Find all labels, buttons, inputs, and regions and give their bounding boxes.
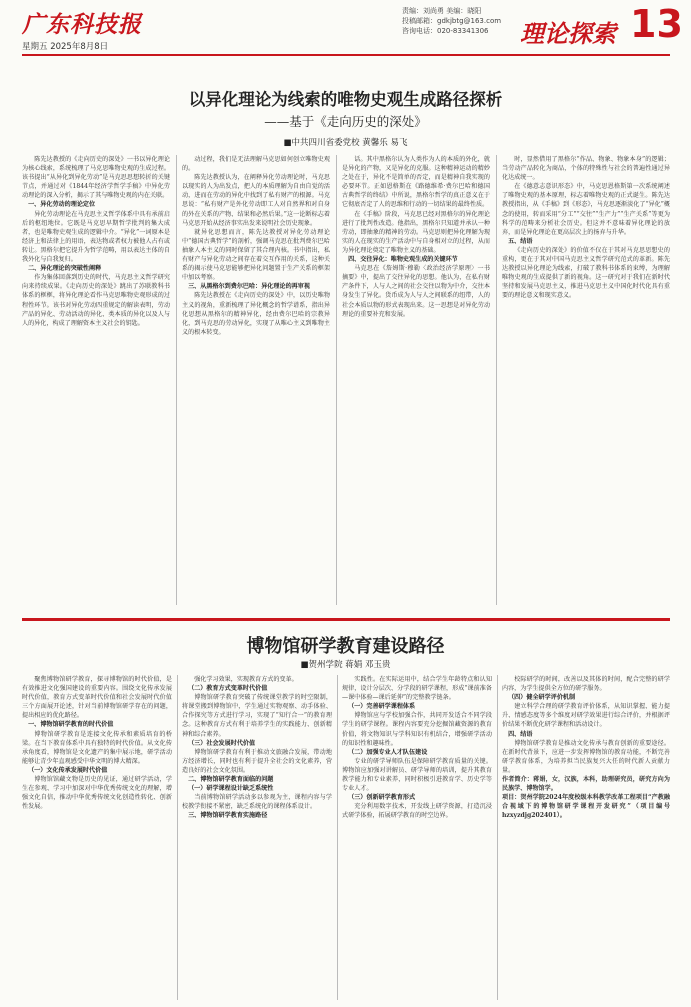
article2-col-1 xyxy=(22,675,172,1000)
article1-col-3 xyxy=(342,155,490,605)
paragraph: 博物馆研学教育突破了传统课堂教学的时空限制，将课堂搬到博物馆中，学生通过实物观察、动手体验、合作探究等方式进行学习，实现了“知行合一”的教育理念。这种教育方式有利于培养学生的实践能力、创新精神和综合素养。 xyxy=(182,694,332,738)
paragraph: 陈先达教授的《走向历史的深处》一书以异化理论为核心线索，系统梳理了马克思唯物史观的生成过程。该书提出“从异化到异化劳动”是马克思思想转折的关键节点，并通过对《1844年经济学哲学手稿》中异化劳动理论的深入分析，揭示了其与唯物史观的内在关联。 xyxy=(22,156,170,200)
paragraph: 时，显然借用了黑格尔“作品、物象、物象本身”的逻辑；当劳动产品转化为商品，个体的特殊性与社会的普遍性通过异化达成统一。 xyxy=(502,156,670,182)
paragraph: 陈先达教授认为，在阐释异化劳动理论时，马克思以现实的人为出发点，把人的本质理解为自由自觉的活动，进而在劳动的异化中找到了私有财产的根源。马克思说：“私有财产是外化劳动即工人对自然界和对自身的外在关系的产物、结果和必然后果。”这一论断标志着马克思开始从经济事实出发来说明社会历史现象。 xyxy=(182,174,330,227)
article2-title: 博物馆研学教育建设路径 xyxy=(246,636,445,657)
section-heading: 一、异化劳动的理论定位 xyxy=(28,201,96,209)
newspaper-logo: 广东科技报 xyxy=(22,11,142,38)
paragraph: 就异化思想而言，陈先达教授对异化劳动理论中“德国古典哲学”的剖析，强调马克思在批判费尔巴哈抽象人本主义的同时保留了其合理内核。书中指出，私有财产与异化劳动之间存在着交互作用的关系，这种关系的揭示使马克思能够把异化问题置于生产关系的框架中加以考察。 xyxy=(182,228,330,282)
article1-col-1 xyxy=(22,155,170,605)
paragraph: 专业的研学导师队伍是保障研学教育质量的关键。博物馆应加强对讲解员、研学导师的培训，提升其教育教学能力和专业素养，同时积极引进教育学、历史学等专业人才。 xyxy=(342,757,492,793)
paragraph: 博物馆馆藏文物是历史的见证，通过研学活动，学生在参观、学习中加深对中华优秀传统文化的理解，增强文化自信，推动中华优秀传统文化创造性转化、创新性发展。 xyxy=(22,776,172,811)
paragraph: 聚焦博物馆研学教育，探寻博物馆的时代价值，是有效推进文化强国建设的重要内容。围绕文化传承发展时代价值，教育方式变革时代价值和社会发展时代价值三个方面展开论述，针对当前博物馆研学存在的问题，提出相应的优化路径。 xyxy=(22,676,172,720)
dateline: 星期五 2025年8月8日 xyxy=(22,42,109,52)
editor-info xyxy=(402,6,501,36)
section-heading: （二）加强专业人才队伍建设 xyxy=(348,748,428,756)
author-note: 作者简介：蒋娟，女，汉族，本科，助理研究员，研究方向为民族学、博物馆学。 xyxy=(502,776,670,793)
paragraph: 校际研学的时间，改善以及其体的时间，配合完整的研学内容，为学生提供全方位的研学服务。 xyxy=(502,676,670,693)
editors-line: 责编：刘尚勇 美编：晓阳 xyxy=(402,7,482,15)
article-separator xyxy=(22,618,670,621)
paragraph: 博物馆研学教育是连接文化传承和素质培育的桥梁。在当下教育体系中具有独特的时代价值。从文化传承角度看，博物馆是文化遗产的集中展示地，研学活动能够让青少年直观感受中华文明的博大精深。 xyxy=(22,730,172,765)
paragraph: 《走向历史的深处》的价值不仅在于其对马克思思想史的重构，更在于其对中国马克思主义哲学研究范式的革新。陈先达教授以异化理论为线索，打破了教科书体系的束缚，为理解唯物史观的生成提供了新的视角。这一研究对于我们在新时代坚持和发展马克思主义，推进马克思主义中国化时代化具有重要的理论意义和现实意义。 xyxy=(502,246,670,300)
section-heading: （一）研学课程设计缺乏系统性 xyxy=(188,785,274,793)
column-divider xyxy=(337,675,338,1000)
column-divider xyxy=(496,155,497,605)
article1-title: 以异化理论为线索的唯物史观生成路径探析 xyxy=(188,90,503,109)
paragraph: 充分利用数字技术，开发线上研学资源，打造沉浸式研学体验，拓展研学教育的时空边界。 xyxy=(342,803,492,820)
article2-col-2 xyxy=(182,675,332,1000)
paragraph: 博物馆应与学校加强合作，共同开发适合不同学段学生的研学课程。课程内容要充分挖掘馆藏资源的教育价值，将文物知识与学科知识有机结合，增强研学活动的知识性和趣味性。 xyxy=(342,712,492,747)
paragraph: 马克思在《詹姆斯·穆勒〈政治经济学原理〉一书摘要》中，提出了交往异化的思想。他认为，在私有财产条件下，人与人之间的社会交往以物为中介，交往本身发生了异化。货币成为人与人之间联系的纽带，人的社会本质以物的形式表现出来。这一思想是对异化劳动理论的重要补充和发展。 xyxy=(342,265,490,318)
section-heading: （三）创新研学教育形式 xyxy=(348,794,416,802)
paragraph: 强化学习效果，实现教育方式的变革。 xyxy=(194,676,298,683)
paragraph: 作为集体回落到历史的时代，马克思主义哲学研究向来持续成果。《走向历史的深处》跳出了苏联教科书体系的框框，将异化理论看作马克思唯物史观形成的过程性环节。该书对异化劳动四重规定的解读表明，劳动产品的异化、劳动活动的异化、类本质的异化以及人与人的异化，构成了理解资本主义社会的钥匙。 xyxy=(22,274,170,327)
section-heading: （二）教育方式变革时代价值 xyxy=(188,685,268,693)
article2-col-3 xyxy=(342,675,492,1000)
paragraph: 当前博物馆研学活动多以参观为主，课程内容与学校教学衔接不紧密，缺乏系统化的课程体系设计。 xyxy=(182,794,332,811)
article2-col-4 xyxy=(502,675,670,1000)
column-divider xyxy=(497,675,498,1000)
section-heading: 二、异化理论的突破性阐释 xyxy=(28,265,102,273)
column-divider xyxy=(176,155,177,605)
phone-line: 咨询电话：020-83341306 xyxy=(402,27,489,35)
project-note: 项目：贺州学院2024年度校级本科教学改革工程项目“产教融合视域下的博物馆研学课程开发研究”（项目编号hzxyzdjg202401）。 xyxy=(502,794,670,820)
article1-col-4 xyxy=(502,155,670,605)
section-heading: 一、博物馆研学教育的时代价值 xyxy=(28,721,114,729)
paragraph: 实践性。在实际运用中，结合学生年龄特点和认知规律，设计分层次、分学段的研学课程，形成“课前准备—课中体验—课后延伸”的完整教学链条。 xyxy=(342,676,492,702)
paragraph: 动过程，我们是无法理解马克思如何创立唯物史观的。 xyxy=(182,156,330,173)
paragraph: 陈先达教授在《走向历史的深处》中，以历史唯物主义的视角，重新梳理了异化概念的哲学谱系，指出异化思想从黑格尔的精神异化，经由费尔巴哈的宗教异化，到马克思的劳动异化，实现了从唯心主义到唯物主义的根本转变。 xyxy=(182,292,330,336)
section-title: 理论探索 xyxy=(520,19,616,48)
paragraph: 话。其中黑格尔认为人类作为人的本质的外化，就是异化的产物，又是异化的克服。这种精神运动的精妙之处在于，异化不是简单的否定，而是精神自我实现的必要环节。正如恩格斯在《路德维希·费尔巴哈和德国古典哲学的终结》中所说，黑格尔哲学的真正意义在于它彻底否定了人的思维和行动的一切结果的最终性质。 xyxy=(342,156,490,209)
masthead-rule xyxy=(22,54,670,56)
section-heading: 五、结语 xyxy=(508,237,533,245)
section-heading: 三、博物馆研学教育实施路径 xyxy=(188,812,268,820)
email-line: 投稿邮箱：gdkjbtg@163.com xyxy=(402,17,502,25)
article1-col-2 xyxy=(182,155,330,605)
section-heading: 四、交往异化：唯物史观生成的关键环节 xyxy=(348,256,458,264)
article1-subtitle: ——基于《走向历史的深处》 xyxy=(264,114,427,129)
article1-byline: ■中共四川省委党校 黄馨乐 易飞 xyxy=(283,138,408,148)
section-heading: （三）社会发展时代价值 xyxy=(188,739,256,747)
paragraph: 在《德意志意识形态》中，马克思恩格斯第一次系统阐述了唯物史观的基本原理，标志着唯物史观的正式诞生。陈先达教授指出，从《手稿》到《形态》，马克思逐渐淡化了“异化”概念的使用，转而采用“分工”“交往”“生产力”“生产关系”等更为科学的范畴来分析社会历史。但这并不意味着异化理论的放弃，而是异化理论在更高层次上的扬弃与升华。 xyxy=(502,183,670,236)
section-heading: 四、结语 xyxy=(508,730,533,738)
article2-byline: ■贺州学院 蒋娟 邓玉贵 xyxy=(300,660,391,670)
section-heading: 二、博物馆研学教育面临的问题 xyxy=(188,776,274,784)
page-number: 13 xyxy=(630,2,683,46)
paragraph: 建立科学合理的研学教育评价体系，从知识掌握、能力提升、情感态度等多个维度对研学效果进行综合评价，并根据评价结果不断优化研学课程和活动设计。 xyxy=(502,703,670,729)
paragraph: 博物馆研学教育有利于推动文旅融合发展，带动地方经济增长，同时也有利于提升全社会的文化素养，营造良好的社会文化氛围。 xyxy=(182,748,332,774)
column-divider xyxy=(336,155,337,605)
paragraph: 异化劳动理论在马克思主义哲学体系中具有承前启后的枢纽地位。它既是马克思早期哲学批判的集大成者，也是唯物史观生成的逻辑中介。“异化”一词原本是经济上和法律上的用语，表达物或者权力被他人占有或转让。黑格尔把它提升为哲学范畴，用以表达主体的自我外化与自我复归。 xyxy=(22,210,170,264)
section-heading: 三、从黑格尔到费尔巴哈：异化理论的再审视 xyxy=(188,283,310,291)
column-divider xyxy=(177,675,178,1000)
section-heading: （一）文化传承发展时代价值 xyxy=(28,766,108,774)
section-heading: （一）完善研学课程体系 xyxy=(348,703,416,711)
paragraph: 博物馆研学教育是推动文化传承与教育创新的重要途径。在新时代背景下，应进一步发挥博物馆的教育功能，不断完善研学教育体系，为培养担当民族复兴大任的时代新人贡献力量。 xyxy=(502,739,670,774)
section-heading: （四）健全研学评价机制 xyxy=(508,694,576,702)
paragraph: 在《手稿》阶段，马克思已经对黑格尔的异化理论进行了批判性改造。他指出，黑格尔只知道并承认一种劳动，即抽象的精神的劳动。马克思则把异化理解为现实的人在现实的生产活动中与自身相对立的过程，从而为异化理论奠定了唯物主义的基础。 xyxy=(342,210,490,254)
